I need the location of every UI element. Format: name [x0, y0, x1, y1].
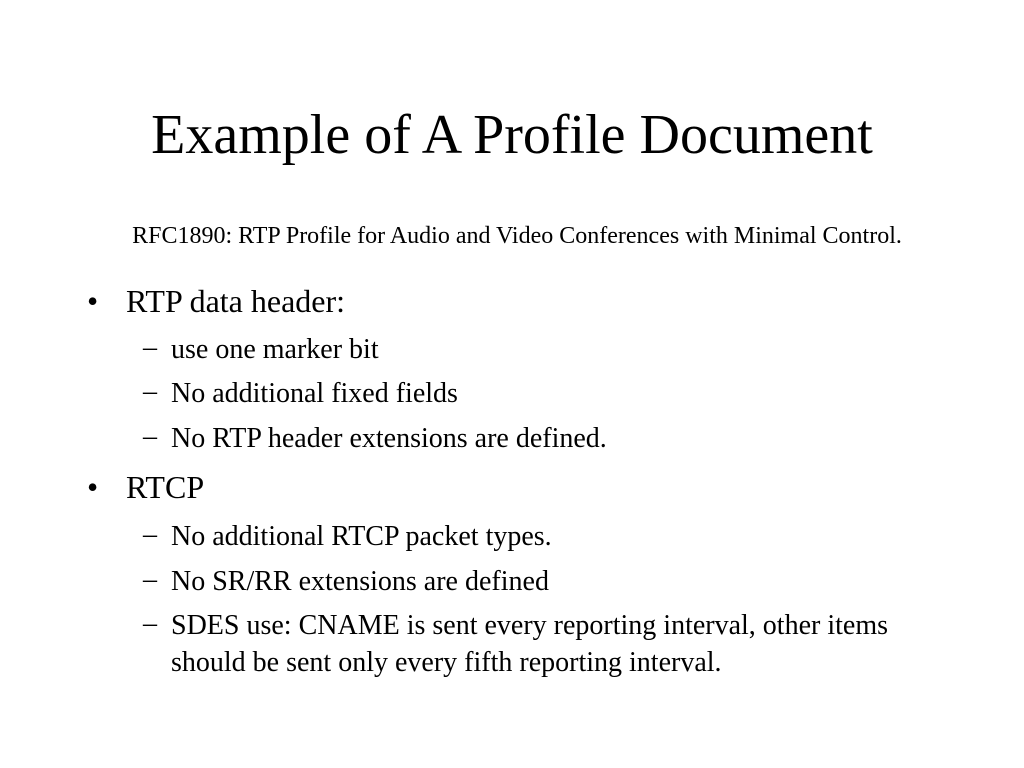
sub-bullet-item: use one marker bit	[171, 334, 379, 365]
sub-bullet-item: No RTP header extensions are defined.	[171, 423, 607, 454]
sub-bullet-marker: –	[143, 519, 157, 550]
sub-bullet-item: No additional RTCP packet types.	[171, 521, 552, 552]
bullet-marker: •	[87, 469, 99, 505]
sub-bullet-item: No additional fixed fields	[171, 378, 458, 409]
bullet-rtcp: RTCP	[126, 469, 205, 505]
sub-bullet-item: No SR/RR extensions are defined	[171, 566, 549, 597]
slide-title: Example of A Profile Document	[151, 104, 873, 166]
bullet-rtp-data-header: RTP data header:	[126, 283, 346, 319]
sub-bullet-item: SDES use: CNAME is sent every reporting interval, other items should be sent only every fifth reporting interval.	[171, 610, 888, 678]
sub-bullet-marker: –	[143, 608, 157, 639]
slide-subtitle: RFC1890: RTP Profile for Audio and Video Conferences with Minimal Control.	[132, 223, 902, 249]
sub-bullet-marker: –	[143, 421, 157, 452]
sub-bullet-marker: –	[143, 332, 157, 363]
sub-bullet-marker: –	[143, 376, 157, 407]
bullet-marker: •	[87, 283, 99, 319]
sub-bullet-marker: –	[143, 564, 157, 595]
